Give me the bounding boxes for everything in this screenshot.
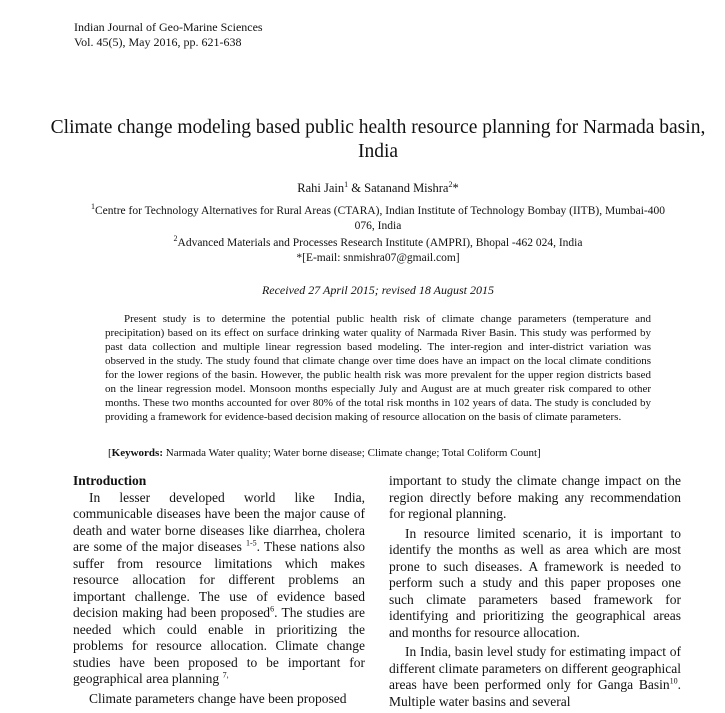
affiliation-2-sup: 2 xyxy=(173,234,178,244)
left-column xyxy=(73,473,365,710)
received-dates: Received 27 April 2015; revised 18 August 2015 xyxy=(261,283,495,297)
intro-paragraph-2: Climate parameters change have been proposed xyxy=(89,690,347,706)
right-paragraph-3 xyxy=(389,644,681,710)
right-p3-a: In India, basin level study for estimating impact of different climate parameters on different geographical areas have been performed only for Ganga Basin xyxy=(389,644,681,692)
right-p3-b: . Multiple water basins and several xyxy=(389,677,681,709)
authors-line xyxy=(40,181,716,196)
affiliation-1-sup: 1 xyxy=(90,202,95,212)
journal-header xyxy=(74,20,263,49)
intro-p1-b: . These nations also suffer from resource limitations which makes resource allocation for different problems an important challenge. The use of evidence based decision making had been proposed xyxy=(73,539,365,620)
affiliation-2 xyxy=(60,236,696,265)
journal-name: Indian Journal of Geo-Marine Sciences xyxy=(74,20,263,34)
affiliation-1 xyxy=(80,204,676,233)
corresponding-mark: * xyxy=(452,181,459,195)
right-citation-10: 10 xyxy=(669,676,678,686)
author-2-sup: 2 xyxy=(448,179,453,189)
affiliation-2-text: Advanced Materials and Processes Research Institute (AMPRI), Bhopal -462 024, India xyxy=(177,237,583,249)
right-paragraph-1: important to study the climate change impact on the region directly before making any recommendation for regional planning. xyxy=(389,473,681,521)
author-1: Rahi Jain xyxy=(297,181,345,195)
affiliation-1-text: Centre for Technology Alternatives for Rural Areas (CTARA), Indian Institute of Technology Bombay (IITB), Mumbai-400 076, India xyxy=(94,205,665,232)
right-column xyxy=(389,473,681,713)
abstract: Present study is to determine the potential public health risk of climate change parameters (temperature and precipitation) based on its effect on surface drinking water quality of Narmada River Basin. This study was performed by past data collection and multiple linear regression based modeling. The inter-region and inter-district variation was observed in the study. The study found that climate change over time does have an impact on the local climate conditions for the lower regions of the basin. However, the public health risk was more prevalent for the upper region districts based on the linear regression model. Monsoon months especially July and August are at much greater risk compared to other months. These two months accounted for over 80% of the total risk months in 102 years of data. The study is concluded by providing a framework for evidence-based decision making of resource allocation on the basis of climate parameters. xyxy=(105,313,651,423)
paper-title: Climate change modeling based public health resource planning for Narmada basin, India xyxy=(50,117,706,162)
keywords-label: Keywords: xyxy=(111,447,163,459)
journal-volume: Vol. 45(5), May 2016, pp. 621-638 xyxy=(74,34,242,49)
intro-p1-c: . The studies are needed which could enable in prioritizing the problems for resource allocation. Climate change studies have been proposed to be important for geographical area planning xyxy=(73,605,365,686)
intro-heading: Introduction xyxy=(73,473,147,488)
author-1-sup: 1 xyxy=(344,179,349,189)
author-connector: & xyxy=(348,181,365,195)
intro-citation-2: 6 xyxy=(270,604,275,614)
keywords-text: Narmada Water quality; Water borne disease; Climate change; Total Coliform Count] xyxy=(163,447,541,459)
intro-paragraph-1 xyxy=(73,490,365,688)
intro-p1-a: In lesser developed world like India, communicable diseases have been the major cause of death and water borne diseases like diarrhea, cholera are some of the major diseases xyxy=(73,489,365,554)
intro-citation-3: 7, xyxy=(222,670,229,680)
right-paragraph-2: In resource limited scenario, it is important to identify the months as well as area which are most prone to such diseases. A framework is needed to perform such a study and this paper proposes one such climate parameters based framework for identifying and prioritizing the geographical areas and months for resource allocation. xyxy=(389,525,681,640)
email-line: *[E-mail: snmishra07@gmail.com] xyxy=(296,251,460,264)
keywords-open-bracket: [ xyxy=(108,447,112,459)
author-2: Satanand Mishra xyxy=(364,181,449,195)
intro-citation-1: 1-5 xyxy=(245,538,257,548)
keywords xyxy=(108,447,541,459)
